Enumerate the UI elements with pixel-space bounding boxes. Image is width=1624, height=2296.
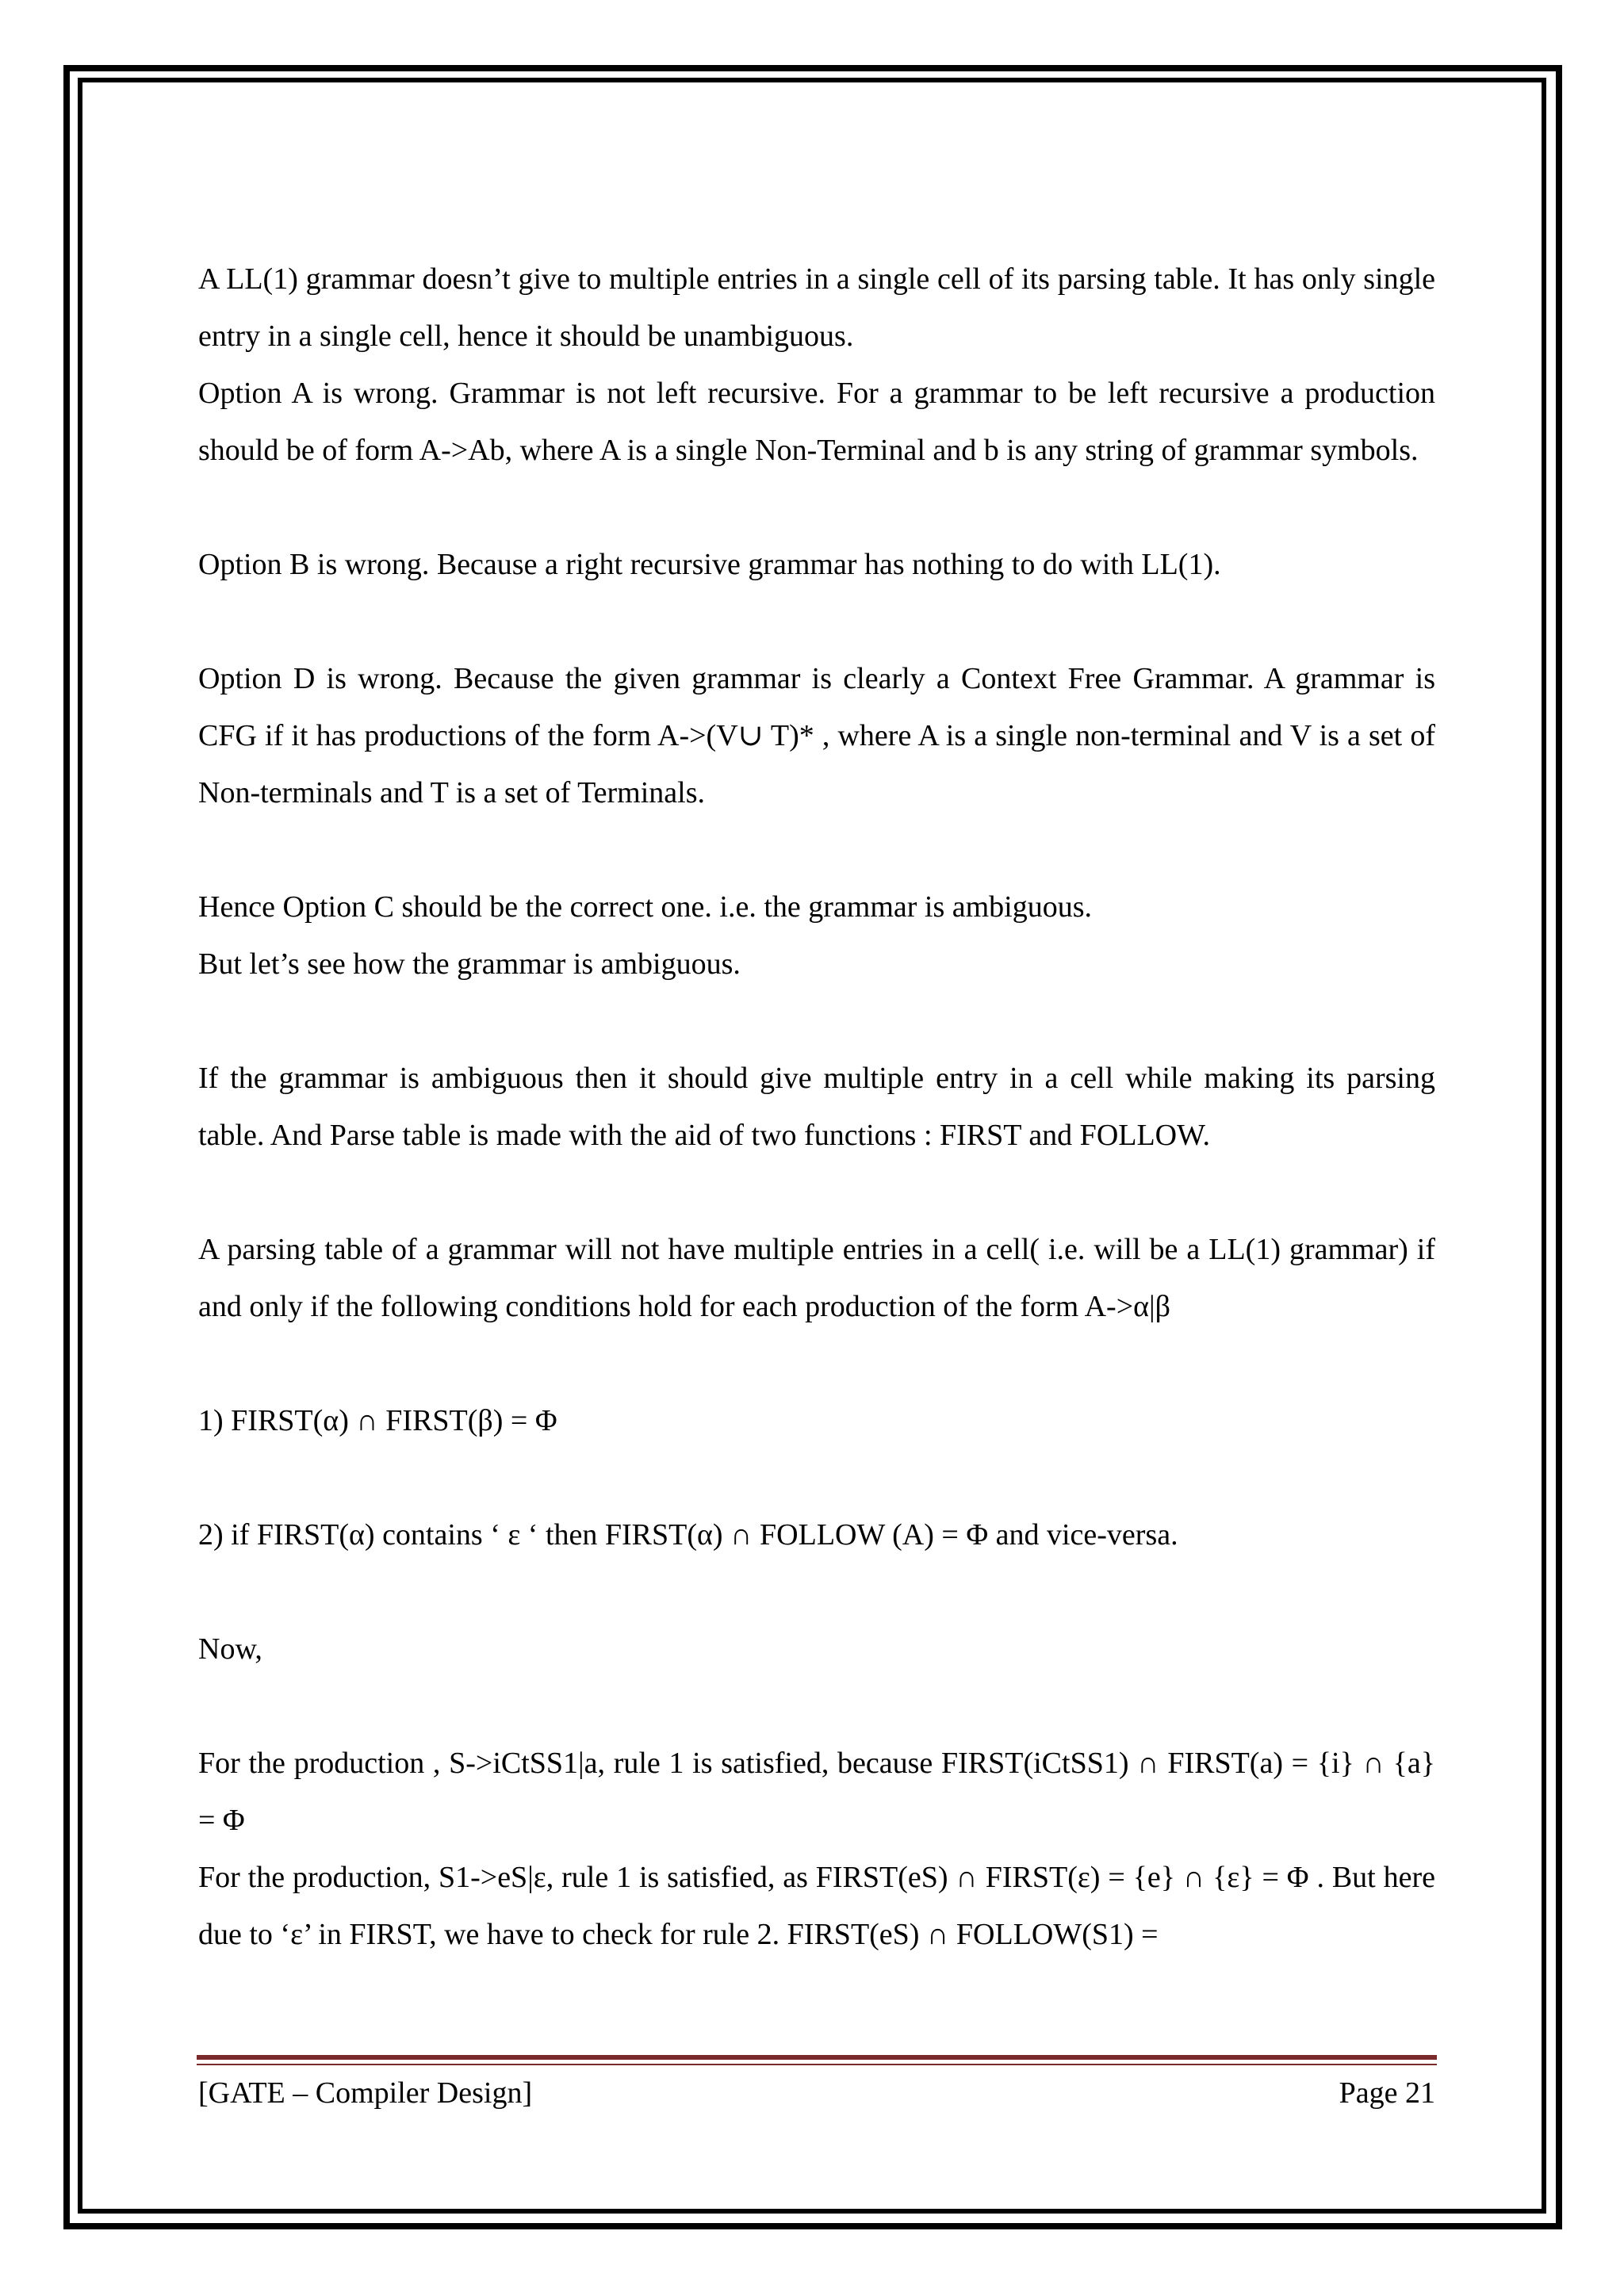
paragraph-ambiguity-intro: But let’s see how the grammar is ambiguous. bbox=[198, 947, 741, 981]
footer-rule-thick bbox=[197, 2055, 1437, 2060]
paragraph-conditions: A parsing table of a grammar will not have multiple entries in a cell( i.e. will be a LL(1) grammar) if and only if the following conditions hold for each production of the form A->α|β bbox=[198, 1233, 1435, 1323]
rule-2: 2) if FIRST(α) contains ‘ ε ‘ then FIRST(α) ∩ FOLLOW (A) = Φ and vice-versa. bbox=[198, 1518, 1178, 1552]
paragraph-ll1-definition: A LL(1) grammar doesn’t give to multiple entries in a single cell of its parsing table. It has only single entry in a single cell, hence it should be unambiguous. bbox=[198, 262, 1435, 353]
paragraph-now: Now, bbox=[198, 1632, 262, 1666]
page-body bbox=[198, 251, 1435, 1963]
paragraph-option-b: Option B is wrong. Because a right recursive grammar has nothing to do with LL(1). bbox=[198, 548, 1221, 581]
page-footer bbox=[198, 2069, 1435, 2117]
rule-1: 1) FIRST(α) ∩ FIRST(β) = Φ bbox=[198, 1404, 557, 1437]
paragraph-production-s: For the production , S->iCtSS1|a, rule 1 is satisfied, because FIRST(iCtSS1) ∩ FIRST(a) = {i} ∩ {a} = Φ bbox=[198, 1747, 1435, 1837]
paragraph-production-s1: For the production, S1->eS|ε, rule 1 is satisfied, as FIRST(eS) ∩ FIRST(ε) = {e} ∩ {ε} = Φ . But here due to ‘ε’ in FIRST, we have to check for rule 2. FIRST(eS) ∩ FOLLOW(S1) = bbox=[198, 1861, 1435, 1951]
paragraph-option-c: Hence Option C should be the correct one. i.e. the grammar is ambiguous. bbox=[198, 890, 1093, 924]
paragraph-option-a: Option A is wrong. Grammar is not left recursive. For a grammar to be left recursive a production should be of form A->Ab, where A is a single Non-Terminal and b is any string of grammar symbols. bbox=[198, 377, 1435, 467]
paragraph-parse-table: If the grammar is ambiguous then it should give multiple entry in a cell while making its parsing table. And Parse table is made with the aid of two functions : FIRST and FOLLOW. bbox=[198, 1062, 1435, 1152]
footer-rule-thin bbox=[197, 2064, 1437, 2065]
paragraph-option-d: Option D is wrong. Because the given grammar is clearly a Context Free Grammar. A grammar is CFG if it has productions of the form A->(V∪ T)* , where A is a single non-terminal and V is a set of Non-terminals and T is a set of Terminals. bbox=[198, 662, 1435, 809]
footer-title: [GATE – Compiler Design] bbox=[198, 2076, 533, 2110]
page-number: Page 21 bbox=[1339, 2076, 1435, 2110]
